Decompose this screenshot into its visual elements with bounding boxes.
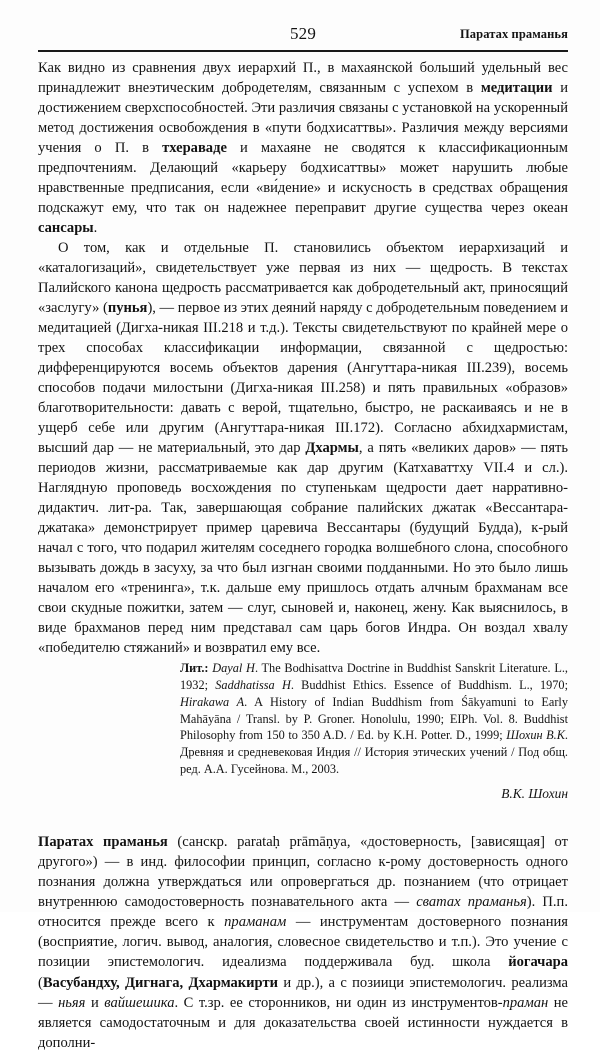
- text-run: ), — первое из этих деяний наряду с добродетельным поведением и медитацией (Дигха-никая III.218 и т.д.). Тексты свидетельствуют по крайней мере о трех способах классификации информации, связанной с щедростью: дифференцируются восемь объектов дарения (Ангуттара-никая III.239), восемь способов подачи милостыни (Дигха-никая III.258) и пять правильных «образов» благотворительности: давать с верой, тщательно, быстро, не раскаиваясь и не в ущерб себе или другим (Ангуттара-никая III.172). Согласно абхидхармистам, высший дар — не материальный, это дар: [38, 300, 568, 457]
- text-run: и достижением сверхспособностей. Эти различия связаны с установкой на ускоренный метод достижения освобождения в «пути бодхисаттвы». Различия между версиями учения о П. в: [38, 80, 568, 157]
- emphasis-italic: праман: [502, 994, 549, 1011]
- text-run: . Buddhist Ethics. Essence of Buddhism. L., 1970;: [290, 678, 568, 693]
- text-run: . С т.зр. ее сторонников, ни один из инструментов-: [174, 994, 503, 1011]
- entry-paragraph: [38, 832, 568, 1052]
- text-run: . The Bodhisattva Doctrine in Buddhist Sanskrit Literature. L., 1932;: [180, 661, 569, 693]
- bibliography-text: [180, 661, 568, 775]
- bibliography-label: Лит.:: [180, 661, 209, 676]
- text-run: и махаяне не сводятся к классификационным предпочтениям. Делающий «карьеру бодхисаттвы» может нарушить любые нравственные предписания, если «ви́дение» и искусность в средствах обращения подскажут ему, что так он надежнее переправит другие существа через океан: [38, 140, 568, 217]
- text-run: О том, как и отдельные П. становились объектом иерархизаций и «каталогизаций», свидетельствует уже первая из них — щедрость. В текстах Палийского канона щедрость рассматривается как добродетельный акт, приносящий «заслугу» (: [38, 240, 568, 317]
- text-column: [38, 58, 568, 1053]
- text-run: . Древняя и средневековая Индия // История этических учений / Под общ. ред. А.А. Гусейнова. М., 2003.: [180, 728, 568, 776]
- page-header: [38, 24, 568, 46]
- text-run: (: [38, 974, 43, 991]
- emphasis-italic: Hirakawa A: [180, 694, 245, 709]
- text-run: и: [85, 994, 105, 1011]
- text-run: . A History of Indian Buddhism from Śākyamuni to Early Mahāyāna / Transl. by P. Groner. Honolulu, 1990; EIPh. Vol. 8. Buddhist Philosophy from 150 to 350 A.D. / Ed. by K.H. Potter. D., 1999;: [180, 694, 568, 743]
- dictionary-entry: [38, 832, 568, 1052]
- text-run: .: [93, 220, 98, 237]
- emphasis-italic: Dayal H: [212, 661, 255, 676]
- text-run: — инструментам достоверного познания (восприятие, логич. вывод, аналогия, словесное свидетельство и т.п.). Это учение с позиции эпистемологич. идеализма поддерживала буд. школа: [38, 914, 569, 971]
- text-run: не является самодостаточным и для доказательства своей истинности нуждается в дополни-: [38, 994, 568, 1051]
- emphasis-italic: Saddhatissa H: [215, 678, 291, 693]
- bibliography-block: [180, 660, 568, 777]
- emphasis-bold: медитации: [480, 80, 553, 97]
- running-head: Паратах праманья: [459, 27, 568, 41]
- text-run: , а пять «великих даров» — пять периодов жизни, рассматриваемые как дар другим (Катхаваттху VII.4 и сл.). Наглядную проповедь восхождения по ступенькам щедрости дает нарративно-дидактич. лит-ра. Так, завершающая собрание палийских джатак «Вессантара-джатака» демонстрирует пример царевича Вессантары (будущий Будда), к-рый начал с того, что подарил жителям соседнего городка волшебного слона, способного вызывать дождь в засуху, за что был изгнан своими подданными. Но это было лишь началом его «тренинга», т.к. дальше ему пришлось отдать алчным брахманам все свои скудные пожитки, затем — слуг, сыновей и, наконец, жену. Как выяснилось, в виде брахманов перед ним представал сам царь богов Индра. Он воздал хвалу «победителю стяжаний» и возвратил ему все.: [38, 440, 569, 657]
- emphasis-italic: Шохин В.К: [506, 728, 565, 743]
- page-number: 529: [289, 24, 317, 43]
- entry-body: [38, 834, 568, 1050]
- emphasis-bold: йогачара: [508, 954, 568, 971]
- emphasis-italic: праманам: [224, 914, 287, 931]
- emphasis-bold: Васубандху, Дигнага, Дхармакирти: [42, 974, 278, 991]
- header-rule: [38, 50, 568, 52]
- text-run: Как видно из сравнения двух иерархий П., в махаянской больший удельный вес принадлежит внеэтическим добродетелям, связанным с успехом в: [38, 60, 568, 97]
- emphasis-italic: вайшешика: [104, 994, 175, 1011]
- emphasis-italic: ньяя: [58, 994, 86, 1011]
- emphasis-bold: пунья: [107, 300, 148, 317]
- text-run: и др.), а с позиици эпистемологич. реализма —: [38, 974, 568, 1011]
- emphasis-bold: тхераваде: [162, 140, 227, 157]
- text-run: ). П.п. относится прежде всего к: [38, 894, 568, 931]
- paragraph-generosity: [38, 238, 568, 658]
- text-run: (санскр. parataḥ prāmāṇya, «достоверность, [зависящая] от другого») — в инд. философии принцип, согласно к-рому достоверность одного познания должна утверждаться или опровергаться др. познанием (что отрицает внутреннюю самодостоверность познавательного акта —: [38, 834, 568, 911]
- entry-headword: Паратах праманья: [38, 834, 168, 851]
- emphasis-italic: сватах праманья: [416, 894, 527, 911]
- paragraph-mahayana-hierarchy: [38, 58, 568, 238]
- author-signature: В.К. Шохин: [501, 786, 568, 802]
- emphasis-bold: Дхармы: [305, 440, 359, 457]
- emphasis-bold: сансары: [38, 220, 94, 237]
